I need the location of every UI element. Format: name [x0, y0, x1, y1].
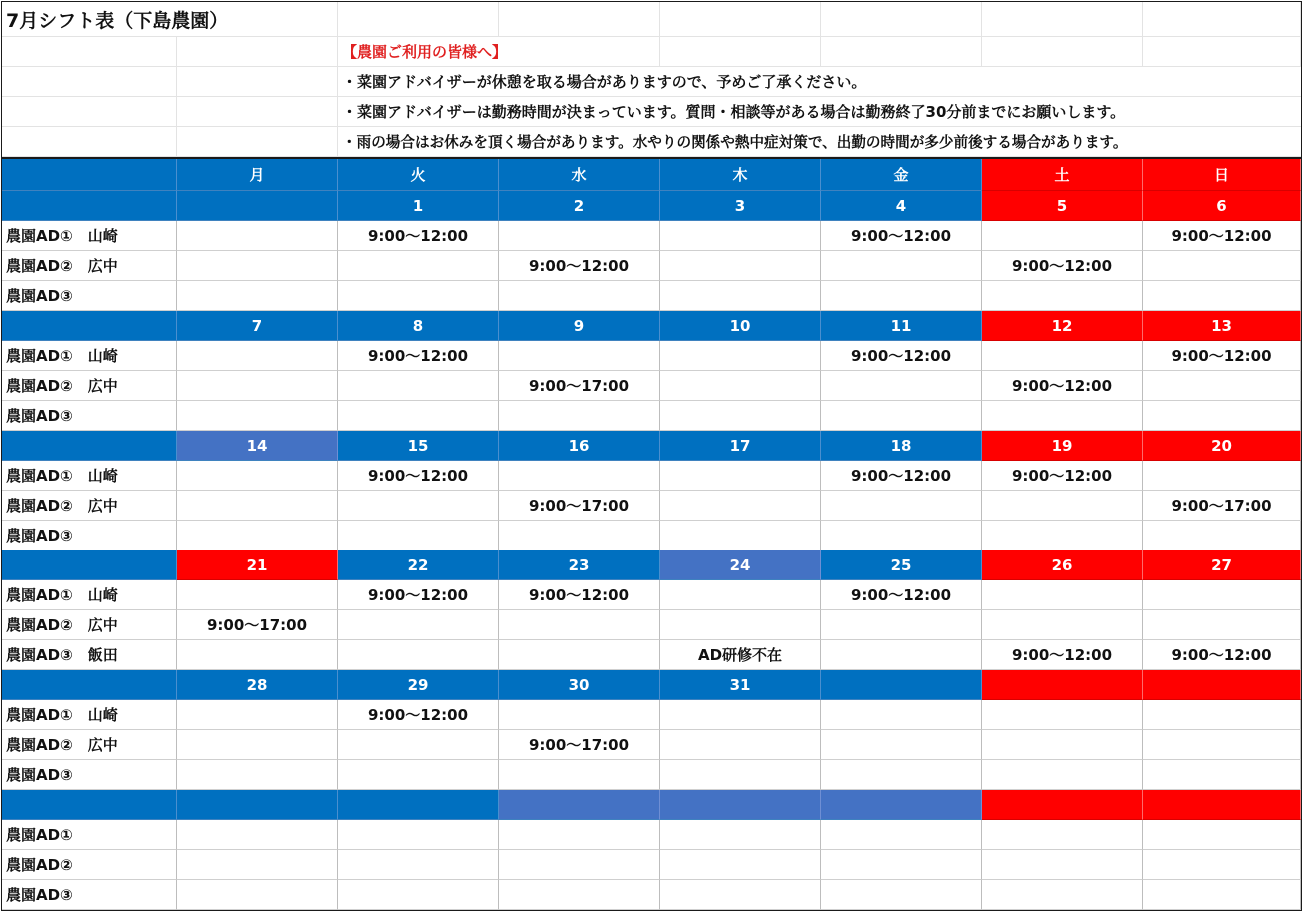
shift-cell[interactable]	[982, 760, 1143, 790]
staff-label[interactable]: 農園AD③	[2, 401, 177, 431]
shift-cell[interactable]	[338, 281, 499, 311]
date-cell[interactable]: 15	[338, 431, 499, 461]
shift-cell[interactable]	[177, 820, 338, 850]
shift-cell[interactable]	[821, 491, 982, 521]
date-cell[interactable]: 8	[338, 311, 499, 341]
shift-cell[interactable]	[660, 521, 821, 551]
shift-cell[interactable]: 9:00～12:00	[499, 251, 660, 281]
shift-cell[interactable]	[338, 521, 499, 551]
shift-cell[interactable]	[982, 700, 1143, 730]
staff-row	[2, 461, 1301, 491]
date-cell[interactable]: 27	[1143, 550, 1301, 580]
shift-cell[interactable]	[1143, 401, 1301, 431]
date-cell[interactable]: 13	[1143, 311, 1301, 341]
shift-cell[interactable]	[1143, 610, 1301, 640]
shift-cell[interactable]	[982, 281, 1143, 311]
shift-cell[interactable]	[660, 401, 821, 431]
shift-cell[interactable]	[660, 700, 821, 730]
shift-cell[interactable]	[660, 850, 821, 880]
shift-cell[interactable]	[660, 281, 821, 311]
shift-cell[interactable]: 9:00～12:00	[338, 341, 499, 371]
cell[interactable]	[499, 2, 660, 37]
date-cell[interactable]: 5	[982, 191, 1143, 221]
shift-cell[interactable]	[177, 251, 338, 281]
date-cell[interactable]	[982, 790, 1143, 820]
shift-cell[interactable]	[177, 401, 338, 431]
staff-row	[2, 730, 1301, 760]
date-cell[interactable]: 6	[1143, 191, 1301, 221]
shift-cell[interactable]	[1143, 461, 1301, 491]
staff-label[interactable]: 農園AD③	[2, 880, 177, 910]
staff-label[interactable]: 農園AD② 広中	[2, 610, 177, 640]
cell[interactable]	[1143, 37, 1301, 67]
shift-cell[interactable]	[177, 221, 338, 251]
shift-cell[interactable]	[499, 281, 660, 311]
shift-cell[interactable]	[499, 461, 660, 491]
shift-cell[interactable]	[177, 580, 338, 610]
cell[interactable]	[821, 37, 982, 67]
shift-cell[interactable]	[821, 610, 982, 640]
shift-cell[interactable]: 9:00～17:00	[177, 610, 338, 640]
shift-cell[interactable]	[821, 880, 982, 910]
staff-label[interactable]: 農園AD② 広中	[2, 251, 177, 281]
cell[interactable]	[660, 2, 821, 37]
shift-cell[interactable]	[177, 700, 338, 730]
shift-cell[interactable]: 9:00～12:00	[982, 640, 1143, 670]
cell[interactable]	[821, 2, 982, 37]
notice-line-1[interactable]: ・菜園アドバイザーが休憩を取る場合がありますので、予めご了承ください。	[338, 67, 1301, 97]
shift-cell[interactable]	[821, 401, 982, 431]
shift-cell[interactable]	[338, 880, 499, 910]
date-cell[interactable]: 17	[660, 431, 821, 461]
shift-cell[interactable]	[177, 850, 338, 880]
staff-row	[2, 640, 1301, 670]
date-cell[interactable]: 9	[499, 311, 660, 341]
cell[interactable]	[982, 37, 1143, 67]
weekday-tue[interactable]: 火	[338, 159, 499, 191]
cell[interactable]	[660, 37, 821, 67]
staff-label[interactable]: 農園AD① 山崎	[2, 221, 177, 251]
shift-cell[interactable]	[1143, 760, 1301, 790]
shift-cell[interactable]: 9:00～12:00	[338, 461, 499, 491]
cell[interactable]	[177, 37, 338, 67]
staff-label[interactable]: 農園AD③ 飯田	[2, 640, 177, 670]
date-row-label-cell[interactable]	[2, 431, 177, 461]
shift-cell[interactable]	[338, 760, 499, 790]
shift-cell[interactable]	[1143, 371, 1301, 401]
staff-label[interactable]: 農園AD① 山崎	[2, 580, 177, 610]
shift-cell[interactable]	[821, 281, 982, 311]
shift-cell[interactable]	[982, 401, 1143, 431]
cell[interactable]	[338, 2, 499, 37]
staff-label[interactable]: 農園AD②	[2, 850, 177, 880]
date-row	[2, 790, 1301, 820]
date-cell[interactable]	[338, 790, 499, 820]
weekday-wed[interactable]: 水	[499, 159, 660, 191]
spreadsheet	[1, 1, 1302, 911]
date-cell[interactable]: 10	[660, 311, 821, 341]
date-cell[interactable]	[821, 670, 982, 700]
shift-cell[interactable]	[177, 880, 338, 910]
shift-cell[interactable]	[821, 371, 982, 401]
staff-row	[2, 610, 1301, 640]
shift-cell[interactable]	[499, 401, 660, 431]
shift-cell[interactable]	[660, 580, 821, 610]
weekday-header-row	[2, 157, 1301, 191]
date-cell[interactable]: 11	[821, 311, 982, 341]
staff-row	[2, 521, 1301, 551]
date-cell[interactable]: 3	[660, 191, 821, 221]
date-row-label-cell[interactable]	[2, 550, 177, 580]
shift-cell[interactable]	[499, 850, 660, 880]
staff-label[interactable]: 農園AD① 山崎	[2, 700, 177, 730]
weekday-sat[interactable]: 土	[982, 159, 1143, 191]
shift-cell[interactable]	[660, 820, 821, 850]
shift-cell[interactable]: 9:00～12:00	[982, 251, 1143, 281]
shift-cell[interactable]: 9:00～12:00	[338, 700, 499, 730]
staff-row	[2, 820, 1301, 850]
shift-cell[interactable]	[499, 221, 660, 251]
date-cell[interactable]	[660, 790, 821, 820]
shift-cell[interactable]	[338, 401, 499, 431]
shift-cell[interactable]	[1143, 820, 1301, 850]
date-row-label-cell[interactable]	[2, 311, 177, 341]
date-cell[interactable]: 19	[982, 431, 1143, 461]
shift-cell[interactable]	[982, 880, 1143, 910]
staff-label[interactable]: 農園AD③	[2, 281, 177, 311]
date-cell[interactable]: 24	[660, 550, 821, 580]
staff-row	[2, 850, 1301, 880]
date-row-label-cell[interactable]	[2, 670, 177, 700]
header-corner-cell[interactable]	[2, 159, 177, 191]
date-cell[interactable]: 26	[982, 550, 1143, 580]
shift-cell[interactable]	[177, 491, 338, 521]
shift-cell[interactable]: 9:00～17:00	[1143, 491, 1301, 521]
date-cell[interactable]: 14	[177, 431, 338, 461]
shift-cell[interactable]	[177, 730, 338, 760]
shift-cell[interactable]: 9:00～17:00	[499, 730, 660, 760]
shift-cell[interactable]: 9:00～12:00	[1143, 221, 1301, 251]
shift-cell[interactable]	[821, 850, 982, 880]
staff-label[interactable]: 農園AD③	[2, 521, 177, 551]
shift-cell[interactable]: 9:00～12:00	[821, 580, 982, 610]
shift-cell[interactable]	[982, 730, 1143, 760]
cell[interactable]	[177, 97, 338, 127]
staff-row	[2, 700, 1301, 730]
date-cell[interactable]: 12	[982, 311, 1143, 341]
staff-label[interactable]: 農園AD① 山崎	[2, 341, 177, 371]
notice-line-row	[2, 97, 1301, 127]
shift-cell[interactable]	[1143, 251, 1301, 281]
sheet-title[interactable]: 7月シフト表（下島農園）	[2, 2, 338, 37]
cell[interactable]	[1143, 2, 1301, 37]
date-cell[interactable]	[821, 790, 982, 820]
shift-cell[interactable]: 9:00～12:00	[1143, 640, 1301, 670]
shift-cell[interactable]	[177, 461, 338, 491]
cell[interactable]	[177, 127, 338, 157]
shift-cell[interactable]	[982, 850, 1143, 880]
date-cell[interactable]: 25	[821, 550, 982, 580]
date-cell[interactable]: 22	[338, 550, 499, 580]
shift-cell[interactable]: 9:00～12:00	[338, 580, 499, 610]
date-cell[interactable]	[499, 790, 660, 820]
date-row-label-cell[interactable]	[2, 191, 177, 221]
staff-row	[2, 401, 1301, 431]
date-cell[interactable]: 31	[660, 670, 821, 700]
date-cell[interactable]: 29	[338, 670, 499, 700]
shift-cell[interactable]: 9:00～12:00	[821, 461, 982, 491]
staff-row	[2, 221, 1301, 251]
date-cell[interactable]	[1143, 670, 1301, 700]
date-cell[interactable]: 2	[499, 191, 660, 221]
date-cell[interactable]: 21	[177, 550, 338, 580]
shift-cell[interactable]	[821, 700, 982, 730]
shift-cell[interactable]	[338, 820, 499, 850]
staff-row	[2, 880, 1301, 910]
shift-cell[interactable]	[499, 610, 660, 640]
shift-cell[interactable]	[982, 491, 1143, 521]
shift-cell[interactable]: 9:00～12:00	[499, 580, 660, 610]
shift-cell[interactable]	[338, 850, 499, 880]
shift-cell[interactable]	[982, 521, 1143, 551]
shift-cell[interactable]	[821, 820, 982, 850]
cell[interactable]	[2, 37, 177, 67]
cell[interactable]	[177, 67, 338, 97]
cell[interactable]	[982, 2, 1143, 37]
shift-cell[interactable]	[1143, 850, 1301, 880]
shift-cell[interactable]	[660, 880, 821, 910]
shift-cell[interactable]	[660, 730, 821, 760]
shift-cell[interactable]	[1143, 281, 1301, 311]
shift-cell[interactable]: 9:00～12:00	[982, 371, 1143, 401]
staff-label[interactable]: 農園AD② 広中	[2, 491, 177, 521]
staff-row	[2, 341, 1301, 371]
staff-label[interactable]: 農園AD② 広中	[2, 730, 177, 760]
date-cell[interactable]: 4	[821, 191, 982, 221]
date-cell[interactable]: 23	[499, 550, 660, 580]
shift-cell[interactable]	[338, 730, 499, 760]
weekday-fri[interactable]: 金	[821, 159, 982, 191]
shift-cell[interactable]: 9:00～12:00	[821, 221, 982, 251]
shift-cell[interactable]	[982, 610, 1143, 640]
staff-label[interactable]: 農園AD③	[2, 760, 177, 790]
shift-cell[interactable]	[338, 640, 499, 670]
shift-cell[interactable]	[660, 251, 821, 281]
staff-row	[2, 580, 1301, 610]
staff-label[interactable]: 農園AD①	[2, 820, 177, 850]
notice-line-row	[2, 127, 1301, 157]
date-row	[2, 431, 1301, 461]
date-row	[2, 191, 1301, 221]
cell[interactable]	[2, 67, 177, 97]
date-row	[2, 550, 1301, 580]
staff-row	[2, 491, 1301, 521]
date-cell[interactable]	[177, 191, 338, 221]
date-row	[2, 670, 1301, 700]
shift-cell[interactable]	[982, 820, 1143, 850]
shift-cell[interactable]	[499, 820, 660, 850]
shift-cell[interactable]: 9:00～12:00	[821, 341, 982, 371]
date-cell[interactable]: 1	[338, 191, 499, 221]
date-cell[interactable]: 16	[499, 431, 660, 461]
shift-cell[interactable]: 9:00～12:00	[982, 461, 1143, 491]
staff-row	[2, 281, 1301, 311]
staff-label[interactable]: 農園AD② 広中	[2, 371, 177, 401]
shift-cell[interactable]: 9:00～12:00	[1143, 341, 1301, 371]
date-cell[interactable]: 20	[1143, 431, 1301, 461]
shift-cell[interactable]	[499, 640, 660, 670]
shift-cell[interactable]	[177, 640, 338, 670]
shift-cell[interactable]	[1143, 730, 1301, 760]
shift-cell[interactable]	[821, 640, 982, 670]
shift-cell[interactable]	[499, 521, 660, 551]
notice-heading[interactable]: 【農園ご利用の皆様へ】	[338, 37, 660, 67]
shift-cell[interactable]	[338, 251, 499, 281]
shift-cell[interactable]	[338, 371, 499, 401]
shift-cell[interactable]	[177, 341, 338, 371]
shift-cell[interactable]	[499, 700, 660, 730]
shift-cell[interactable]	[1143, 880, 1301, 910]
date-row-label-cell[interactable]	[2, 790, 177, 820]
notice-line-2[interactable]: ・菜園アドバイザーは勤務時間が決まっています。質問・相談等がある場合は勤務終了30分前までにお願いします。	[338, 97, 1301, 127]
shift-cell[interactable]	[660, 610, 821, 640]
shift-cell[interactable]	[1143, 700, 1301, 730]
weekday-sun[interactable]: 日	[1143, 159, 1301, 191]
shift-cell[interactable]	[338, 491, 499, 521]
date-cell[interactable]	[1143, 790, 1301, 820]
shift-cell[interactable]	[821, 760, 982, 790]
shift-cell[interactable]: 9:00～17:00	[499, 371, 660, 401]
shift-cell[interactable]	[821, 521, 982, 551]
title-row	[2, 2, 1301, 37]
shift-cell[interactable]	[982, 221, 1143, 251]
weekday-mon[interactable]: 月	[177, 159, 338, 191]
shift-cell[interactable]	[499, 760, 660, 790]
date-cell[interactable]: 28	[177, 670, 338, 700]
staff-row	[2, 371, 1301, 401]
date-cell[interactable]: 18	[821, 431, 982, 461]
shift-cell[interactable]	[177, 760, 338, 790]
shift-cell[interactable]	[177, 281, 338, 311]
shift-cell[interactable]	[1143, 521, 1301, 551]
shift-cell[interactable]	[177, 521, 338, 551]
shift-cell[interactable]	[660, 461, 821, 491]
shift-cell[interactable]: 9:00～17:00	[499, 491, 660, 521]
shift-cell[interactable]	[821, 251, 982, 281]
shift-cell[interactable]: 9:00～12:00	[338, 221, 499, 251]
cell[interactable]	[2, 97, 177, 127]
shift-cell[interactable]	[821, 730, 982, 760]
date-cell[interactable]	[177, 790, 338, 820]
shift-cell[interactable]	[982, 341, 1143, 371]
shift-cell[interactable]	[499, 341, 660, 371]
notice-heading-row	[2, 37, 1301, 67]
shift-cell[interactable]	[660, 221, 821, 251]
notice-line-3[interactable]: ・雨の場合はお休みを頂く場合があります。水やりの関係や熱中症対策で、出勤の時間が多少前後する場合があります。	[338, 127, 1301, 157]
cell[interactable]	[2, 127, 177, 157]
shift-cell[interactable]	[177, 371, 338, 401]
shift-cell[interactable]	[1143, 580, 1301, 610]
date-cell[interactable]: 30	[499, 670, 660, 700]
staff-row	[2, 251, 1301, 281]
shift-cell[interactable]	[660, 491, 821, 521]
notice-line-row	[2, 67, 1301, 97]
shift-cell[interactable]	[660, 341, 821, 371]
weekday-thu[interactable]: 木	[660, 159, 821, 191]
shift-cell[interactable]	[660, 760, 821, 790]
shift-cell[interactable]: AD研修不在	[660, 640, 821, 670]
date-cell[interactable]	[982, 670, 1143, 700]
date-row	[2, 311, 1301, 341]
shift-cell[interactable]	[499, 880, 660, 910]
date-cell[interactable]: 7	[177, 311, 338, 341]
shift-cell[interactable]	[338, 610, 499, 640]
shift-cell[interactable]	[982, 580, 1143, 610]
staff-label[interactable]: 農園AD① 山崎	[2, 461, 177, 491]
shift-cell[interactable]	[660, 371, 821, 401]
staff-row	[2, 760, 1301, 790]
